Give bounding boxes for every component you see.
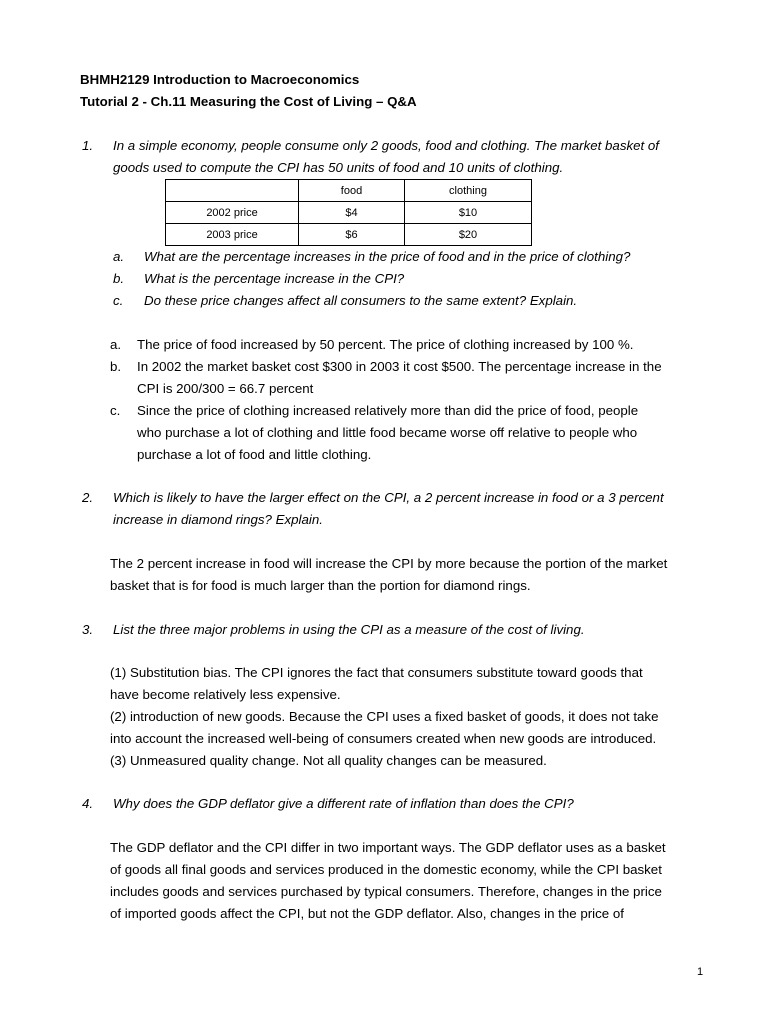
q1-answer-a-letter: a. bbox=[110, 337, 122, 352]
q1-answer-b-line2: CPI is 200/300 = 66.7 percent bbox=[137, 381, 314, 396]
table-cell: $6 bbox=[299, 224, 405, 246]
q1-answer-c-letter: c. bbox=[110, 403, 121, 418]
q3-number: 3. bbox=[82, 622, 94, 637]
table-cell: 2002 price bbox=[166, 202, 299, 224]
table-row bbox=[166, 202, 532, 224]
q3-answer-line3: (2) introduction of new goods. Because the CPI uses a fixed basket of goods, it does not take bbox=[110, 709, 659, 724]
q1-answer-b-line1: In 2002 the market basket cost $300 in 2003 it cost $500. The percentage increase in the bbox=[137, 359, 662, 374]
table-cell: 2003 price bbox=[166, 224, 299, 246]
q1-sub-a-letter: a. bbox=[113, 249, 125, 264]
q1-text-line1: In a simple economy, people consume only 2 goods, food and clothing. The market basket of bbox=[113, 138, 659, 153]
table-header-cell bbox=[166, 180, 299, 202]
table-row bbox=[166, 224, 532, 246]
q1-text-line2: goods used to compute the CPI has 50 units of food and 10 units of clothing. bbox=[113, 160, 564, 175]
q1-answer-c-line2: who purchase a lot of clothing and little food became worse off relative to people who bbox=[137, 425, 638, 440]
page-number: 1 bbox=[697, 966, 704, 978]
q1-sub-c-text: Do these price changes affect all consumers to the same extent? Explain. bbox=[144, 293, 578, 308]
q3-answer-line5: (3) Unmeasured quality change. Not all quality changes can be measured. bbox=[110, 753, 547, 768]
q4-answer-line3: includes goods and services purchased by typical consumers. Therefore, changes in the price bbox=[110, 884, 662, 899]
q4-answer-line1: The GDP deflator and the CPI differ in two important ways. The GDP deflator uses as a basket bbox=[110, 840, 666, 855]
table-header-row bbox=[166, 180, 532, 202]
table-cell: $10 bbox=[405, 202, 532, 224]
q1-sub-b-text: What is the percentage increase in the CPI? bbox=[144, 271, 405, 286]
q1-sub-c-letter: c. bbox=[113, 293, 124, 308]
q2-text-line1: Which is likely to have the larger effect on the CPI, a 2 percent increase in food or a 3 percent bbox=[113, 490, 664, 505]
table-header-cell: food bbox=[299, 180, 405, 202]
q3-answer-line1: (1) Substitution bias. The CPI ignores the fact that consumers substitute toward goods that bbox=[110, 665, 643, 680]
q2-answer-line1: The 2 percent increase in food will increase the CPI by more because the portion of the market bbox=[110, 556, 668, 571]
q3-answer-line2: have become relatively less expensive. bbox=[110, 687, 341, 702]
q1-sub-b-letter: b. bbox=[113, 271, 125, 286]
q1-answer-c-line1: Since the price of clothing increased relatively more than did the price of food, people bbox=[137, 403, 639, 418]
q4-answer-line4: of imported goods affect the CPI, but not the GDP deflator. Also, changes in the price of bbox=[110, 906, 624, 921]
q2-number: 2. bbox=[82, 490, 94, 505]
table-cell: $4 bbox=[299, 202, 405, 224]
q1-answer-b-letter: b. bbox=[110, 359, 122, 374]
q3-answer-line4: into account the increased well-being of consumers created when new goods are introduced. bbox=[110, 731, 657, 746]
q1-number: 1. bbox=[82, 138, 94, 153]
course-title: BHMH2129 Introduction to Macroeconomics bbox=[80, 72, 360, 87]
table-cell: $20 bbox=[405, 224, 532, 246]
q4-number: 4. bbox=[82, 796, 94, 811]
q2-text-line2: increase in diamond rings? Explain. bbox=[113, 512, 323, 527]
price-table bbox=[165, 179, 532, 246]
q1-sub-a-text: What are the percentage increases in the price of food and in the price of clothing? bbox=[144, 249, 631, 264]
q1-answer-a-line1: The price of food increased by 50 percent. The price of clothing increased by 100 %. bbox=[137, 337, 634, 352]
q4-answer-line2: of goods all final goods and services produced in the domestic economy, while the CPI basket bbox=[110, 862, 662, 877]
q3-text-line1: List the three major problems in using the CPI as a measure of the cost of living. bbox=[113, 622, 585, 637]
q1-answer-c-line3: purchase a lot of food and little clothing. bbox=[137, 447, 372, 462]
q4-text-line1: Why does the GDP deflator give a different rate of inflation than does the CPI? bbox=[113, 796, 574, 811]
tutorial-title: Tutorial 2 - Ch.11 Measuring the Cost of Living – Q&A bbox=[80, 94, 417, 109]
q2-answer-line2: basket that is for food is much larger than the portion for diamond rings. bbox=[110, 578, 531, 593]
table-header-cell: clothing bbox=[405, 180, 532, 202]
